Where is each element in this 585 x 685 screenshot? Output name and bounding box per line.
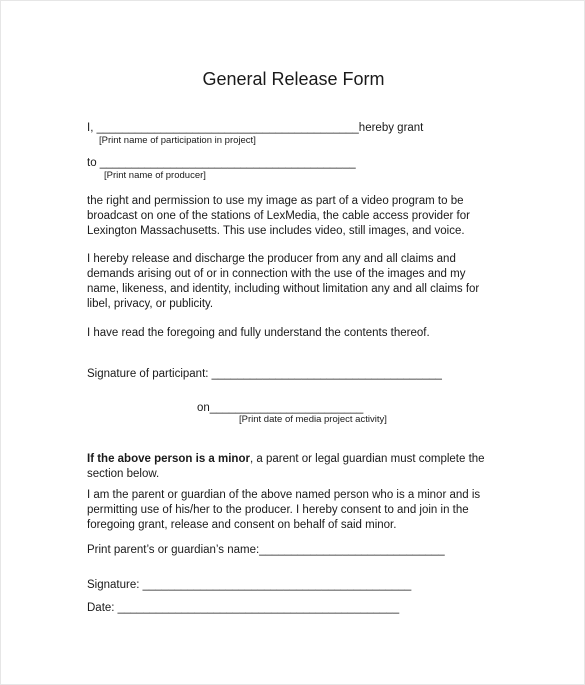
paragraph-line: I am the parent or guardian of the above named person who is a minor and is [87,489,481,501]
activity-date-hint: [Print date of media project activity] [239,414,387,425]
form-title: General Release Form [202,69,385,89]
activity-date-line: on________________________ [197,402,364,414]
participant-signature-line: Signature of participant: ____________________________________ [87,368,442,380]
release-paragraph [87,252,517,312]
minor-intro [87,452,527,482]
read-statement: I have read the foregoing and fully understand the contents thereof. [87,327,430,339]
permission-paragraph [87,194,517,239]
minor-intro-rest: , a parent or legal guardian must complete the [249,453,485,465]
participant-name-hint: [Print name of participation in project] [99,135,256,146]
producer-name-hint: [Print name of producer] [104,170,206,181]
paragraph-line: I hereby release and discharge the producer from any and all claims and [87,253,456,265]
guardian-consent-paragraph [87,488,517,533]
paragraph-line: Lexington Massachusetts. This use includes video, still images, and voice. [87,225,465,237]
paragraph-line: demands arising out of or in connection with the use of the images and my [87,268,466,280]
producer-line: to ________________________________________ [87,157,356,169]
paragraph-line: broadcast on one of the stations of LexMedia, the cable access provider for [87,210,470,222]
paragraph-line: name, likeness, and identity, including without limitation any and all claims for [87,283,480,295]
minor-intro-line2: section below. [87,468,160,480]
guardian-name-line: Print parent’s or guardian’s name:_____________________________ [87,544,445,556]
guardian-date-line: Date: ____________________________________________ [87,602,400,614]
paragraph-line: libel, privacy, or publicity. [87,298,214,310]
paragraph-line: foregoing grant, release and consent on behalf of said minor. [87,519,397,531]
grant-line: I, _________________________________________hereby grant [87,122,424,134]
minor-intro-bold: If the above person is a minor [87,453,250,465]
guardian-signature-line: Signature: __________________________________________ [87,579,412,591]
paragraph-line: the right and permission to use my image as part of a video program to be [87,195,464,207]
paragraph-line: permitting use of his/her to the producer. I hereby consent to and join in the [87,504,469,516]
